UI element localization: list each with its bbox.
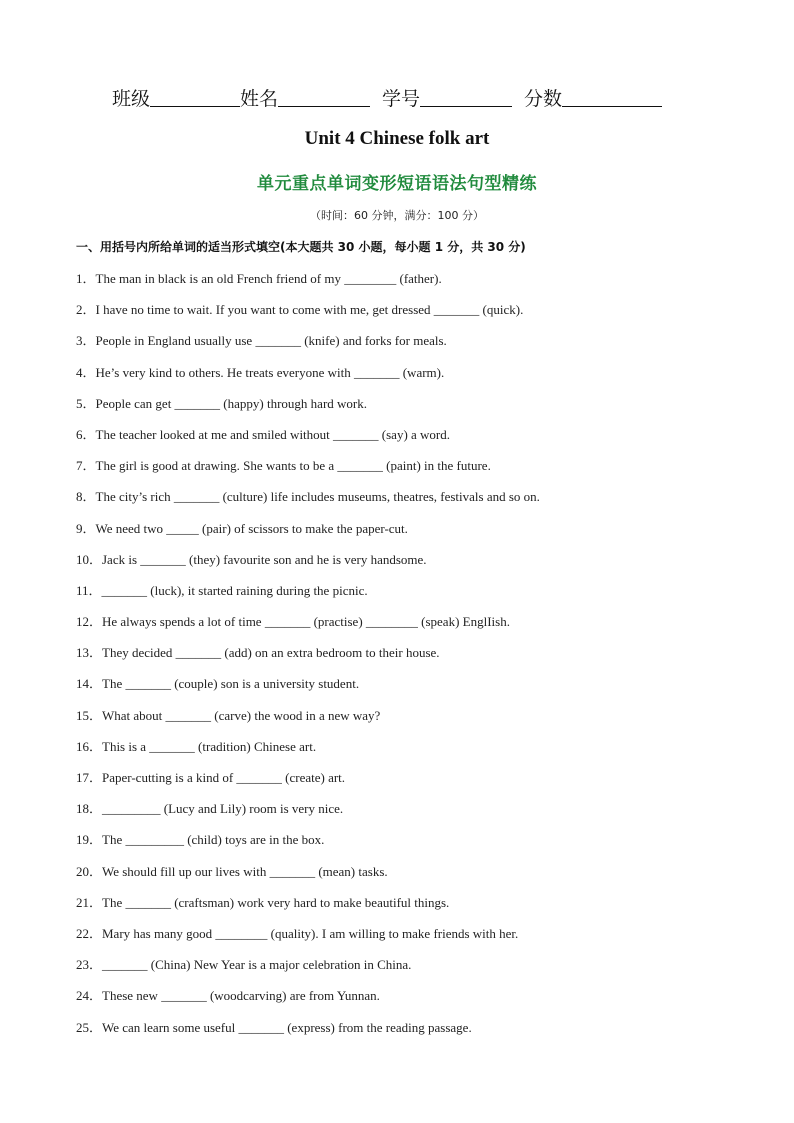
question-item: 5．People can get _______ (happy) through hard work.	[76, 395, 367, 411]
question-item: 20．We should fill up our lives with _______ (mean) tasks.	[76, 863, 388, 879]
question-item: 2．I have no time to wait. If you want to come with me, get dressed _______ (quick).	[76, 302, 524, 318]
question-list	[76, 270, 736, 1050]
section-heading: 一、用括号内所给单词的适当形式填空(本大题共 30 小题，每小题 1 分，共 30 分)	[76, 240, 526, 254]
question-item: 12．He always spends a lot of time _______ (practise) ________ (speak) EnglIish.	[76, 614, 510, 630]
question-item: 10．Jack is _______ (they) favourite son and he is very handsome.	[76, 551, 427, 567]
question-item: 14．The _______ (couple) son is a university student.	[76, 676, 360, 692]
question-item: 16．This is a _______ (tradition) Chinese art.	[76, 738, 317, 754]
question-item: 19．The _________ (child) toys are in the box.	[76, 832, 325, 848]
question-item: 24．These new _______ (woodcarving) are from Yunnan.	[76, 988, 380, 1004]
question-item: 8．The city’s rich _______ (culture) life includes museums, theatres, festivals and so on.	[76, 489, 540, 505]
question-item: 13．They decided _______ (add) on an extra bedroom to their house.	[76, 645, 440, 661]
class-blank	[150, 88, 240, 107]
student-info-line	[112, 84, 712, 111]
time-score-note: （时间：60 分钟，满分：100 分）	[310, 209, 484, 222]
question-item: 23．_______ (China) New Year is a major celebration in China.	[76, 957, 412, 973]
question-item: 11．_______ (luck), it started raining during the picnic.	[76, 582, 368, 598]
question-item: 4．He’s very kind to others. He treats everyone with _______ (warm).	[76, 364, 445, 380]
unit-title: Unit 4 Chinese folk art	[304, 128, 490, 149]
score-blank	[562, 88, 662, 107]
score-label: 分数	[524, 88, 563, 110]
question-item: 7．The girl is good at drawing. She wants to be a _______ (paint) in the future.	[76, 458, 491, 474]
question-item: 22．Mary has many good ________ (quality). I am willing to make friends with her.	[76, 925, 519, 941]
name-label: 姓名	[240, 88, 279, 110]
question-item: 21．The _______ (craftsman) work very hard to make beautiful things.	[76, 894, 450, 910]
question-item: 18．_________ (Lucy and Lily) room is very nice.	[76, 801, 344, 817]
question-item: 6．The teacher looked at me and smiled without _______ (say) a word.	[76, 426, 451, 442]
question-item: 17．Paper-cutting is a kind of _______ (create) art.	[76, 770, 346, 785]
question-item: 25．We can learn some useful _______ (express) from the reading passage.	[76, 1019, 472, 1035]
question-item: 3．People in England usually use _______ (knife) and forks for meals.	[76, 333, 447, 349]
class-label: 班级	[112, 88, 151, 110]
number-label: 学号	[382, 88, 421, 110]
worksheet-subtitle: 单元重点单词变形短语语法句型精练	[257, 174, 537, 194]
number-blank	[420, 88, 512, 107]
question-item: 15．What about _______ (carve) the wood in a new way?	[76, 707, 381, 723]
question-item: 9．We need two _____ (pair) of scissors to make the paper-cut.	[76, 520, 408, 536]
name-blank	[278, 88, 370, 107]
question-item: 1．The man in black is an old French friend of my ________ (father).	[76, 271, 442, 286]
